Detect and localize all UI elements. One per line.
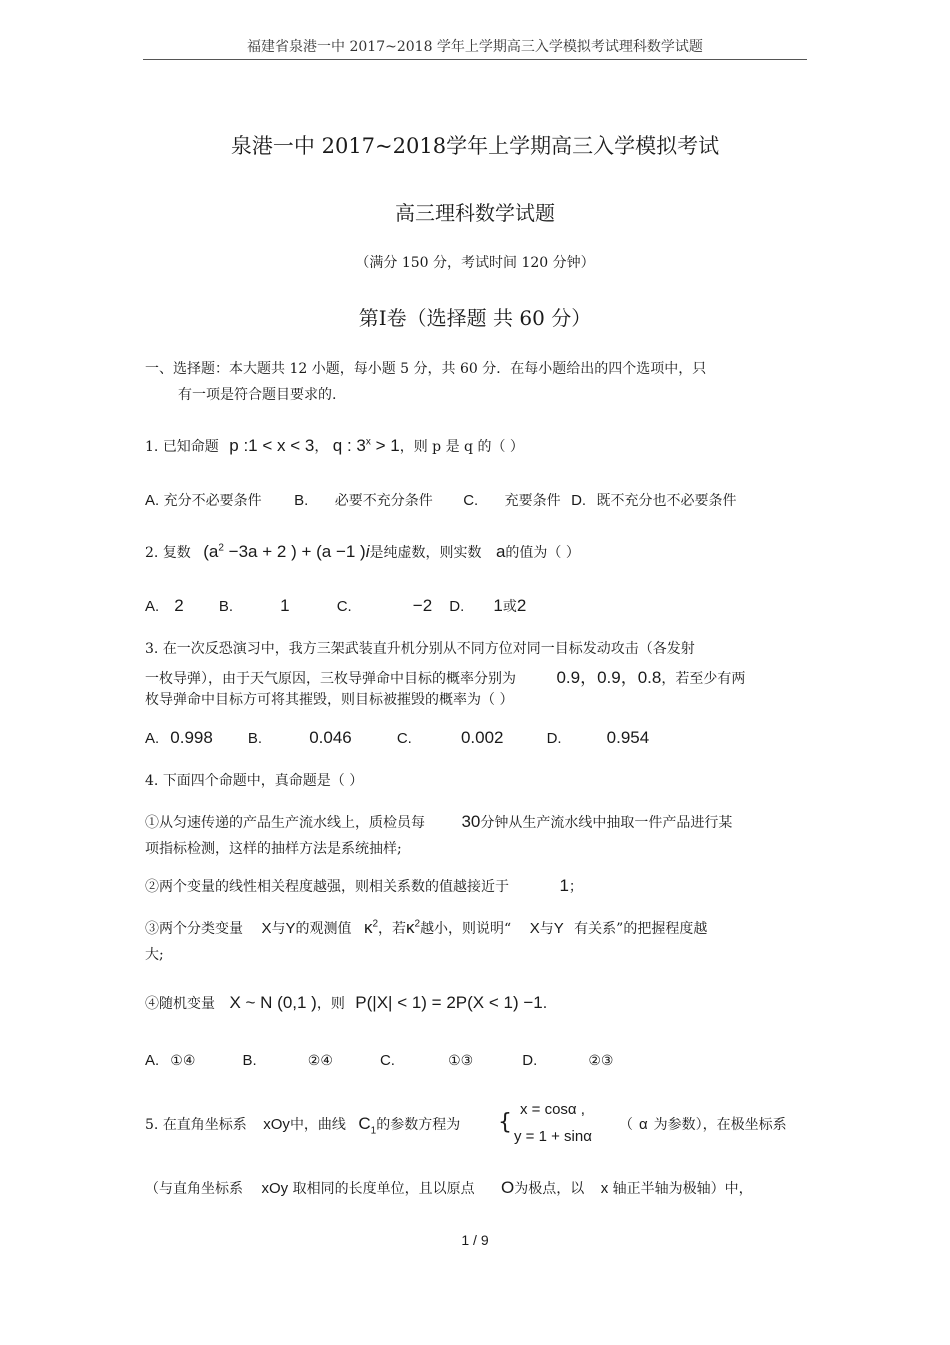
q4-statement-4: ④随机变量 X ~ N (0,1 )，则 P(|X| < 1) = 2P(X < 1) −1.: [145, 993, 548, 1012]
q2-option-a: 2: [174, 596, 184, 615]
q3-option-d-label: D.: [546, 730, 562, 747]
q4-statement-2: ②两个变量的线性相关程度越强，则相关系数的值越接近于 1；: [145, 876, 583, 895]
q4-s2-value: 1: [559, 876, 569, 895]
q2-option-d: 1或2: [493, 596, 527, 615]
q4-kappa: $\kappa^2$: [363, 918, 378, 937]
question-5: 5. 在直角坐标系 xOy中，曲线 $C_1$的参数方程为: [145, 1114, 461, 1137]
instructions-line-2: 有一项是符合题目要求的.: [178, 387, 337, 403]
q4-stem: 下面四个命题中，真命题是（ ）: [162, 773, 364, 789]
q5-system: xOy: [263, 1116, 290, 1133]
q5-parameter-note: （ α 为参数），在极坐标系: [619, 1116, 787, 1133]
q1-option-d: 既不充分也不必要条件: [596, 493, 737, 509]
q3-probabilities: 0.9，0.9，0.8: [556, 668, 662, 687]
q4-option-d-label: D.: [522, 1052, 538, 1069]
q3-option-a-label: A.: [145, 730, 160, 747]
q1-mid: ，: [314, 439, 329, 455]
q4-option-c-label: C.: [379, 1052, 395, 1069]
q1-option-d-label: D.: [571, 492, 587, 509]
q2-option-c: −2: [412, 596, 433, 615]
q3-option-b-label: B.: [247, 730, 263, 747]
q1-option-a-label: A.: [145, 492, 160, 509]
q4-option-b-label: B.: [242, 1052, 257, 1069]
running-header: 福建省泉港一中 2017~2018 学年上学期高三入学模拟考试理科数学试题: [247, 39, 703, 55]
question-2: [145, 542, 580, 562]
q2-option-b: 1: [280, 596, 290, 615]
q1-option-c-label: C.: [463, 492, 479, 509]
q4-option-a: ①④: [170, 1053, 196, 1069]
q5-equation-y: y = 1 + sinα: [514, 1128, 592, 1145]
q1-option-a: 充分不必要条件: [163, 493, 262, 509]
instructions-line-1: 一、选择题：本大题共 12 小题，每小题 5 分，共 60 分．在每小题给出的四个选项中，只: [145, 361, 707, 377]
q3-line-3: 枚导弹命中目标方可将其摧毁，则目标被摧毁的概率为（ ）: [145, 692, 514, 708]
q2-post: 是纯虚数，则实数: [369, 545, 482, 561]
q5-equation-x: x = cosα ,: [520, 1101, 585, 1118]
q2-option-c-label: C.: [336, 598, 352, 615]
q4-option-a-label: A.: [145, 1052, 160, 1069]
q2-pre: 复数: [162, 545, 191, 561]
q4-option-b: ②④: [307, 1053, 333, 1069]
question-4: [145, 770, 363, 790]
q3-text-2: 一枚导弹），由于天气原因，三枚导弹命中目标的概率分别为: [145, 671, 516, 687]
q4-s4-distribution: X ~ N (0,1 ): [229, 993, 317, 1012]
exam-title: 泉港一中 2017~2018学年上学期高三入学模拟考试: [230, 134, 720, 158]
q2-option-d-label: D.: [449, 598, 465, 615]
q4-statement-1-line-1: ①从匀速传递的产品生产流水线上，质检员每 30分钟从生产流水线中抽取一件产品进行某: [145, 812, 733, 831]
q4-s4-probability: P(|X| < 1) = 2P(X < 1) −1: [355, 993, 543, 1012]
q5-curve: $C_1$: [358, 1114, 377, 1137]
q5-number: 5.: [145, 1117, 159, 1133]
q1-pre: 已知命题: [162, 439, 219, 455]
q1-option-b-label: B.: [294, 492, 309, 509]
q2-post2: 的值为（ ）: [505, 545, 580, 561]
q1-option-b: 必要不充分条件: [334, 493, 433, 509]
section-title: 第Ⅰ卷（选择题 共 60 分）: [358, 306, 592, 330]
q3-option-a: 0.998: [170, 728, 213, 747]
exam-subtitle: 高三理科数学试题: [395, 201, 555, 225]
q4-s1-value: 30: [461, 812, 481, 831]
q2-complex-math: ($a^2 -3a + 2$ ) + (a −1 )i: [203, 542, 370, 561]
q1-q-math: q : $3^x > 1$: [332, 436, 400, 455]
q5-brace: {: [498, 1110, 512, 1135]
q1-number: 1.: [145, 439, 159, 455]
q2-option-a-label: A.: [145, 598, 160, 615]
q3-number: 3.: [145, 641, 159, 657]
q3-option-c: 0.002: [460, 728, 504, 747]
q3-line-1: [145, 638, 695, 658]
q2-var: a: [495, 542, 506, 561]
q1-options: [145, 490, 737, 510]
q3-option-b: 0.046: [309, 728, 352, 747]
q4-options: [145, 1050, 613, 1069]
q5-line-2: （与直角坐标系 xOy 取相同的长度单位，且以原点 O为极点，以 x 轴正半轴为极轴）中，: [145, 1178, 753, 1197]
q3-text-2-post: ，若至少有两: [661, 671, 746, 687]
q3-line-2: [145, 663, 745, 688]
q4-statement-3: ③两个分类变量 X与Y的观测值 $\kappa^2$，若$\kappa^2$越小，则说明“ X与Y 有关系”的把握程度越: [145, 918, 708, 937]
header-rule: [143, 59, 807, 60]
question-1: [145, 436, 524, 456]
q1-post: ，则 p 是 q 的（ ）: [399, 439, 524, 455]
q2-options: [145, 596, 526, 616]
q3-option-c-label: C.: [396, 730, 412, 747]
q1-p-math: p :1 < x < 3: [229, 436, 315, 455]
exam-meta: （满分 150 分，考试时间 120 分钟）: [355, 255, 595, 271]
q4-statement-1-line-2: 项指标检测，这样的抽样方法是系统抽样;: [145, 841, 402, 857]
q1-option-c: 充要条件: [504, 493, 561, 509]
page-number: 1 / 9: [461, 1232, 489, 1248]
q3-options: [145, 728, 649, 748]
q3-text-1: 在一次反恐演习中，我方三架武装直升机分别从不同方位对同一目标发动攻击（各发射: [162, 641, 695, 657]
q4-option-d: ②③: [588, 1053, 614, 1069]
q4-statement-3-line-2: 大;: [145, 947, 164, 963]
q3-option-d: 0.954: [606, 728, 650, 747]
q4-kappa-2: $\kappa^2$: [406, 918, 421, 937]
q4-number: 4.: [145, 773, 159, 789]
q2-option-b-label: B.: [218, 598, 234, 615]
q2-number: 2.: [145, 545, 159, 561]
q4-option-c: ①③: [448, 1053, 474, 1069]
